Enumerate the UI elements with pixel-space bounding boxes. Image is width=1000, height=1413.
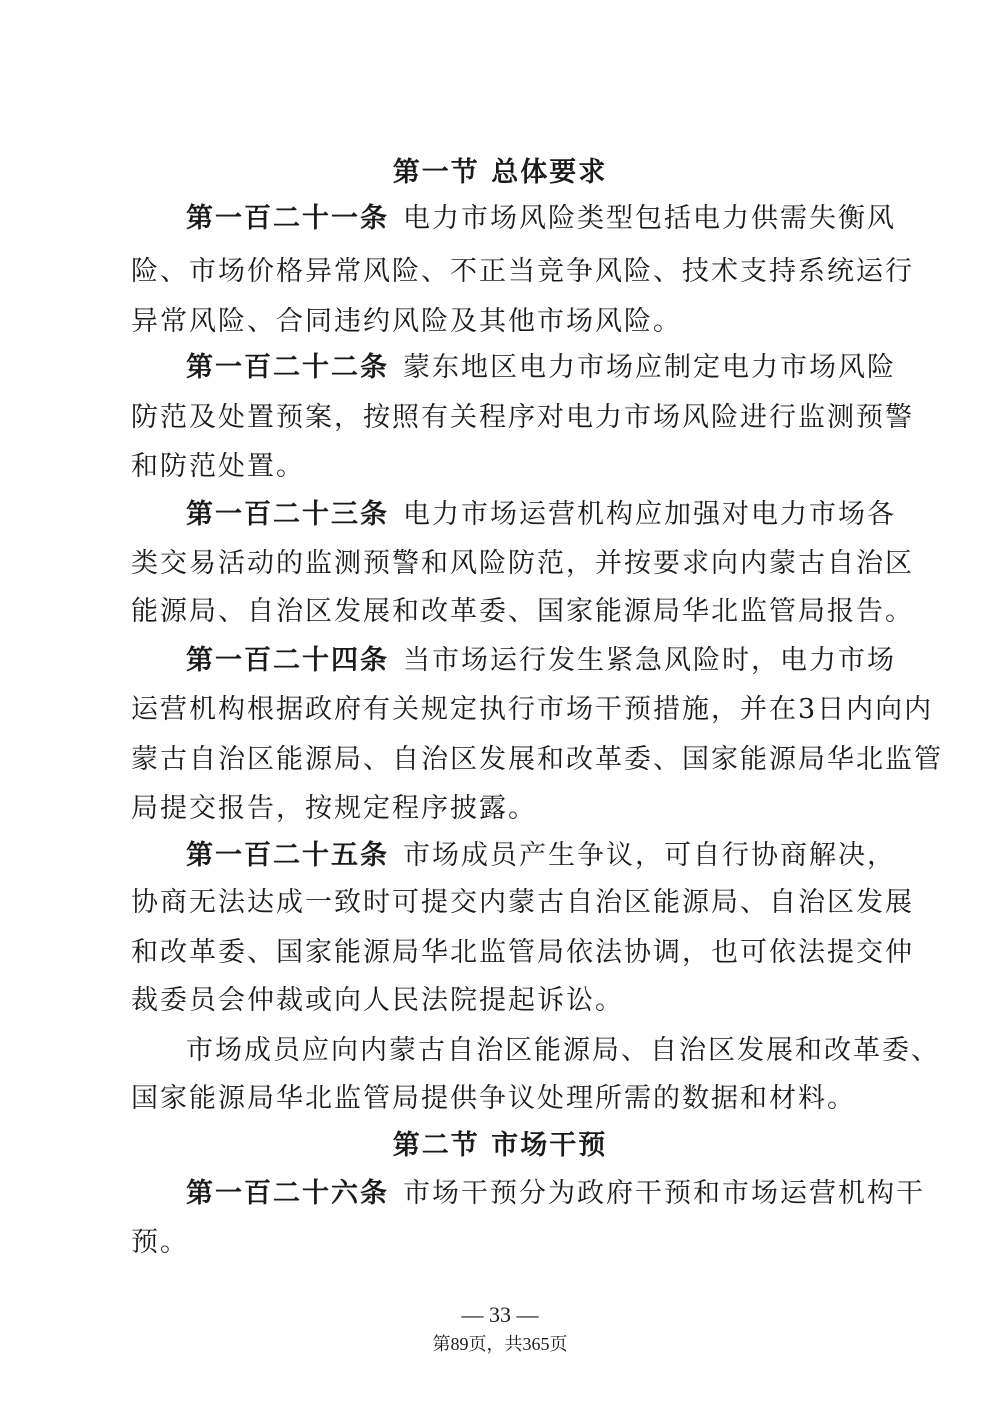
article-122-line-1 xyxy=(186,350,896,386)
article-label: 第一百二十五条 xyxy=(186,840,389,871)
article-125-line-2: 协商无法达成一致时可提交内蒙古自治区能源局、自治区发展 xyxy=(131,887,914,918)
article-123-line-1 xyxy=(186,497,896,533)
article-text: 当市场运行发生紧急风险时，电力市场 xyxy=(403,645,896,676)
article-121-line-3: 异常风险、合同违约风险及其他市场风险。 xyxy=(131,306,682,337)
article-text: 电力市场风险类型包括电力供需失衡风 xyxy=(403,203,896,234)
article-label: 第一百二十四条 xyxy=(186,645,389,676)
article-text: 市场成员产生争议，可自行协商解决， xyxy=(403,840,896,871)
article-label: 第一百二十六条 xyxy=(186,1178,389,1209)
article-label: 第一百二十一条 xyxy=(186,203,389,234)
article-124-line-1 xyxy=(186,643,896,679)
article-126-line-1 xyxy=(186,1176,925,1212)
members-paragraph-line-1: 市场成员应向内蒙古自治区能源局、自治区发展和改革委、 xyxy=(186,1035,940,1066)
section-heading: 第一节 总体要求 xyxy=(392,157,608,188)
article-125-line-3: 和改革委、国家能源局华北监管局依法协调，也可依法提交仲 xyxy=(131,937,914,968)
article-121-line-2: 险、市场价格异常风险、不正当竞争风险、技术支持系统运行 xyxy=(131,256,914,287)
article-122-line-2: 防范及处置预案，按照有关程序对电力市场风险进行监测预警 xyxy=(131,402,914,433)
members-paragraph-line-2: 国家能源局华北监管局提供争议处理所需的数据和材料。 xyxy=(131,1083,856,1114)
article-label: 第一百二十二条 xyxy=(186,352,389,383)
article-123-line-3: 能源局、自治区发展和改革委、国家能源局华北监管局报告。 xyxy=(131,596,914,627)
article-123-line-2: 类交易活动的监测预警和风险防范，并按要求向内蒙古自治区 xyxy=(131,548,914,579)
page-count: 第89页，共365页 xyxy=(432,1334,568,1354)
section-heading: 第二节 市场干预 xyxy=(392,1130,608,1161)
article-121-line-1 xyxy=(186,201,896,237)
article-125-line-4: 裁委员会仲裁或向人民法院提起诉讼。 xyxy=(131,985,624,1016)
article-124-line-4: 局提交报告，按规定程序披露。 xyxy=(131,793,537,824)
article-text: 蒙东地区电力市场应制定电力市场风险 xyxy=(403,352,896,383)
article-126-line-2: 预。 xyxy=(131,1227,189,1258)
article-122-line-3: 和防范处置。 xyxy=(131,451,305,482)
article-label: 第一百二十三条 xyxy=(186,499,389,530)
article-125-line-1 xyxy=(186,838,896,874)
page-number: — 33 — xyxy=(461,1302,539,1327)
article-124-line-3: 蒙古自治区能源局、自治区发展和改革委、国家能源局华北监管 xyxy=(131,744,943,775)
article-text: 市场干预分为政府干预和市场运营机构干 xyxy=(403,1178,925,1209)
article-124-line-2: 运营机构根据政府有关规定执行市场干预措施，并在3日内向内 xyxy=(131,694,934,725)
article-text: 电力市场运营机构应加强对电力市场各 xyxy=(403,499,896,530)
